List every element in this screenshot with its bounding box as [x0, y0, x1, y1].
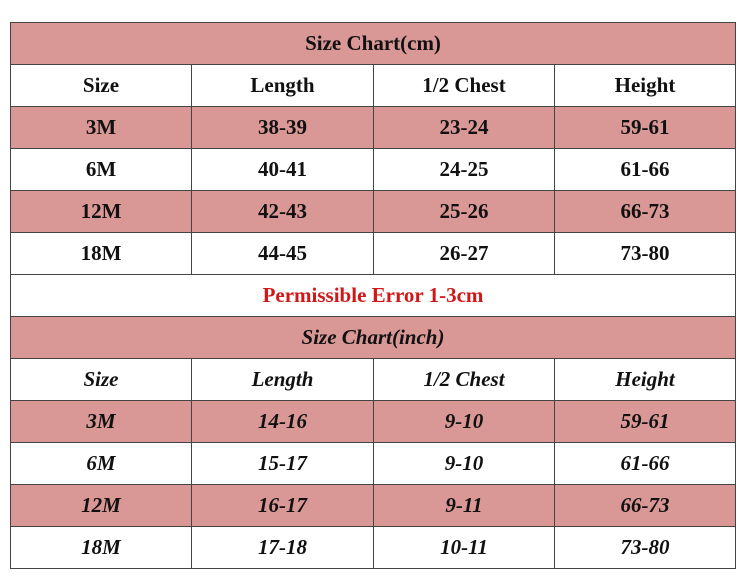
inch-cell-length: 14-16: [192, 401, 374, 443]
inch-cell-chest: 9-11: [374, 485, 555, 527]
inch-cell-size: 3M: [11, 401, 192, 443]
inch-header-height: Height: [555, 359, 736, 401]
inch-header-size: Size: [11, 359, 192, 401]
cm-cell-size: 18M: [11, 233, 192, 275]
size-chart-table: [10, 22, 736, 569]
cm-header-size: Size: [11, 65, 192, 107]
inch-cell-chest: 9-10: [374, 443, 555, 485]
inch-cell-height: 59-61: [555, 401, 736, 443]
inch-cell-height: 73-80: [555, 527, 736, 569]
cm-cell-length: 42-43: [192, 191, 374, 233]
cm-row-3m: [11, 107, 736, 149]
inch-row-12m: [11, 485, 736, 527]
inch-cell-size: 12M: [11, 485, 192, 527]
cm-cell-length: 44-45: [192, 233, 374, 275]
cm-row-6m: [11, 149, 736, 191]
cm-cell-height: 73-80: [555, 233, 736, 275]
inch-title-row: [11, 317, 736, 359]
cm-title-row: [11, 23, 736, 65]
cm-cell-height: 61-66: [555, 149, 736, 191]
cm-cell-size: 3M: [11, 107, 192, 149]
cm-row-12m: [11, 191, 736, 233]
inch-cell-height: 61-66: [555, 443, 736, 485]
cm-row-18m: [11, 233, 736, 275]
cm-cell-chest: 23-24: [374, 107, 555, 149]
cm-cell-size: 6M: [11, 149, 192, 191]
cm-cell-chest: 25-26: [374, 191, 555, 233]
cm-cell-chest: 24-25: [374, 149, 555, 191]
inch-row-6m: [11, 443, 736, 485]
inch-cell-chest: 10-11: [374, 527, 555, 569]
cm-header-height: Height: [555, 65, 736, 107]
note-row: [11, 275, 736, 317]
cm-cell-size: 12M: [11, 191, 192, 233]
cm-header-chest: 1/2 Chest: [374, 65, 555, 107]
inch-cell-length: 17-18: [192, 527, 374, 569]
inch-cell-height: 66-73: [555, 485, 736, 527]
inch-row-3m: [11, 401, 736, 443]
cm-chart-title: Size Chart(cm): [11, 23, 736, 65]
inch-cell-chest: 9-10: [374, 401, 555, 443]
inch-header-length: Length: [192, 359, 374, 401]
cm-cell-length: 40-41: [192, 149, 374, 191]
cm-cell-length: 38-39: [192, 107, 374, 149]
cm-cell-height: 59-61: [555, 107, 736, 149]
inch-row-18m: [11, 527, 736, 569]
inch-cell-length: 16-17: [192, 485, 374, 527]
cm-header-length: Length: [192, 65, 374, 107]
inch-chart-title: Size Chart(inch): [11, 317, 736, 359]
cm-cell-height: 66-73: [555, 191, 736, 233]
permissible-error-note: Permissible Error 1-3cm: [11, 275, 736, 317]
inch-cell-size: 6M: [11, 443, 192, 485]
inch-header-chest: 1/2 Chest: [374, 359, 555, 401]
inch-header-row: [11, 359, 736, 401]
cm-header-row: [11, 65, 736, 107]
cm-cell-chest: 26-27: [374, 233, 555, 275]
inch-cell-size: 18M: [11, 527, 192, 569]
inch-cell-length: 15-17: [192, 443, 374, 485]
